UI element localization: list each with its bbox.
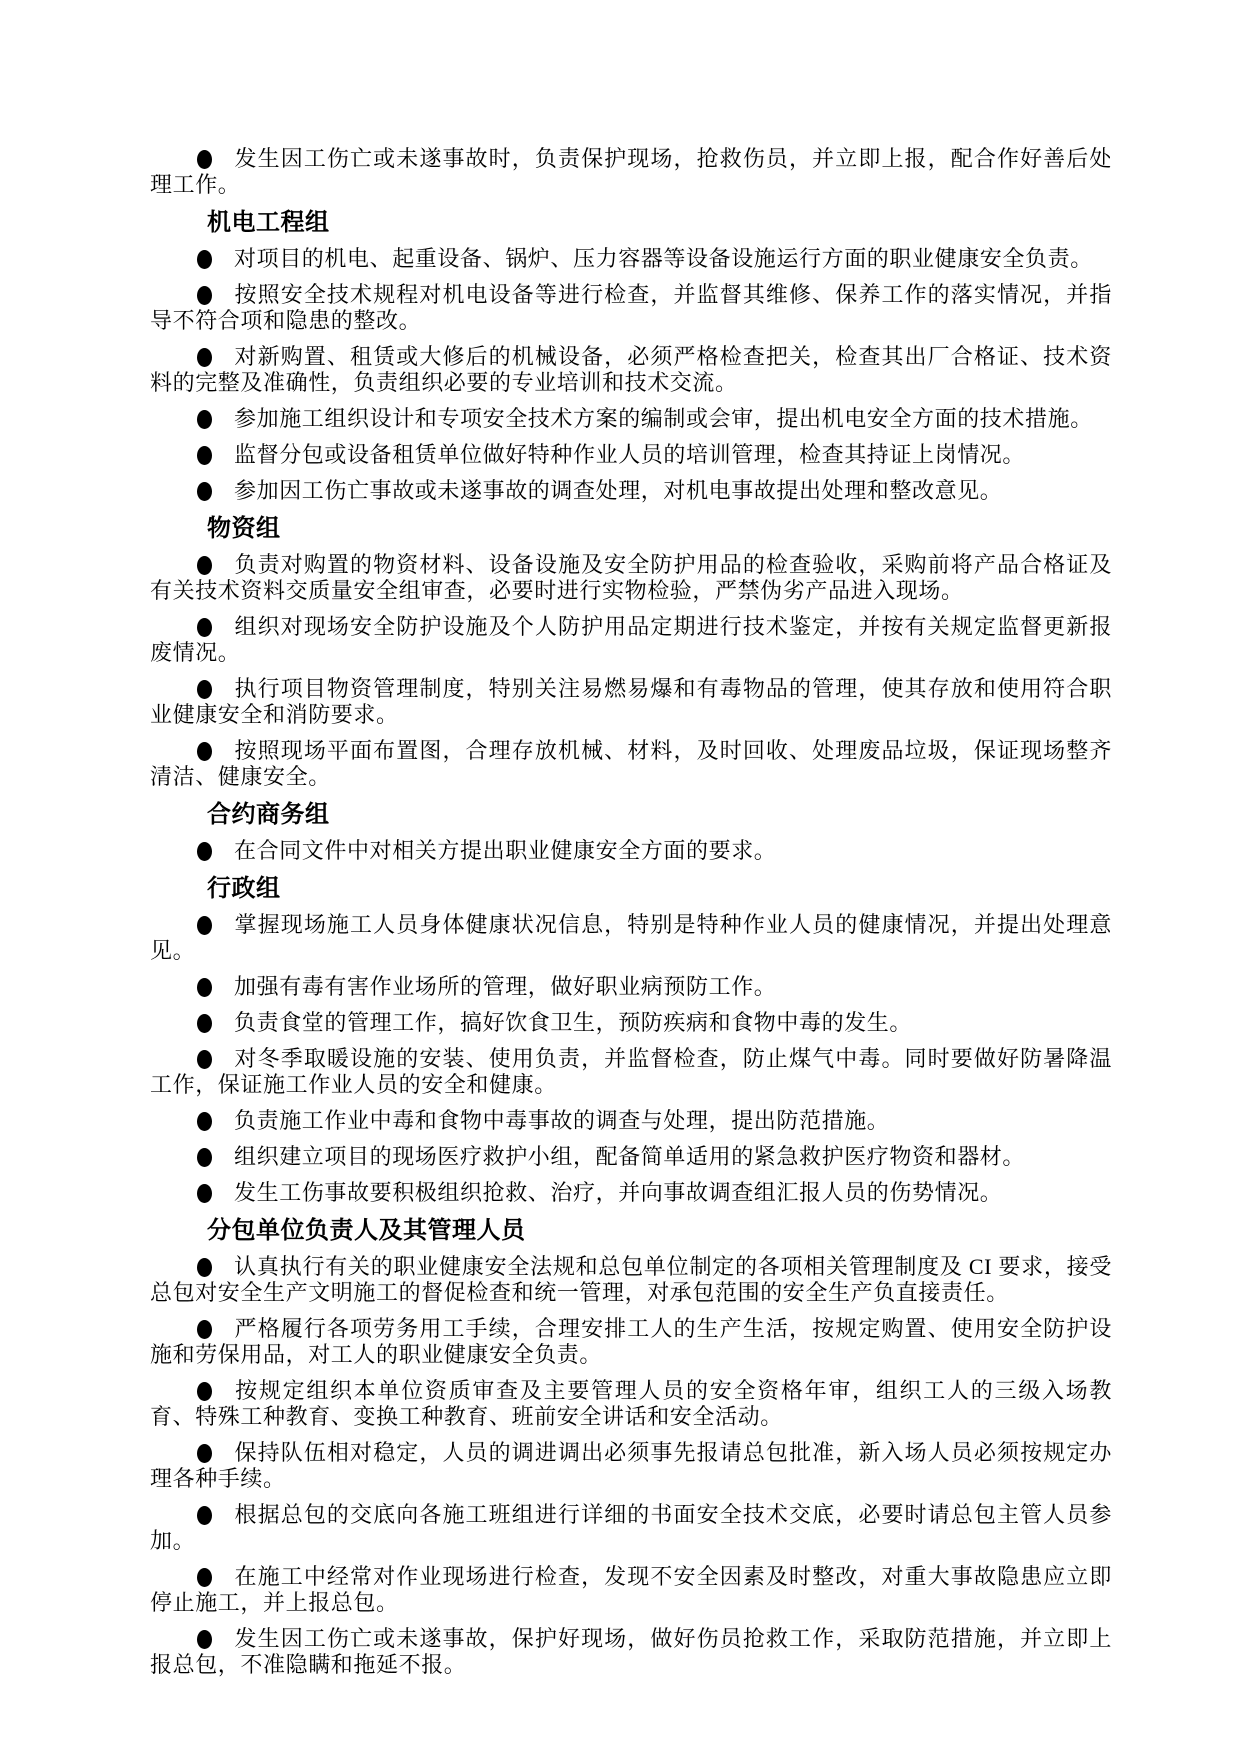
document-content [150, 146, 1112, 1688]
bullet-icon [197, 1506, 212, 1525]
bullet-item-text: 发生因工伤亡或未遂事故时，负责保护现场，抢救伤员，并立即上报，配合作好善后处理工作。 [150, 146, 1112, 197]
bullet-paragraph [150, 912, 1112, 964]
section-heading-2: 物资组 [207, 515, 281, 542]
section-heading-5: 分包单位负责人及其管理人员 [207, 1217, 526, 1244]
bullet-item-text: 负责食堂的管理工作，搞好饮食卫生，预防疾病和食物中毒的发生。 [234, 1010, 913, 1035]
bullet-item-text: 对新购置、租赁或大修后的机械设备，必须严格检查把关，检查其出厂合格证、技术资料的完整及准确性，负责组织必要的专业培训和技术交流。 [150, 344, 1112, 395]
bullet-icon [197, 1050, 212, 1069]
bullet-paragraph [150, 1378, 1112, 1430]
bullet-icon [197, 250, 212, 269]
bullet-paragraph [150, 1626, 1112, 1678]
bullet-icon [197, 742, 212, 761]
bullet-paragraph [150, 1502, 1112, 1554]
bullet-icon [197, 1320, 212, 1339]
bullet-paragraph [150, 1010, 1112, 1036]
bullet-paragraph [150, 146, 1112, 198]
bullet-item-text: 根据总包的交底向各施工班组进行详细的书面安全技术交底，必要时请总包主管人员参加。 [150, 1502, 1112, 1553]
bullet-paragraph [150, 614, 1112, 666]
bullet-icon [197, 1568, 212, 1587]
bullet-icon [197, 618, 212, 637]
bullet-icon [197, 978, 212, 997]
bullet-icon [197, 1444, 212, 1463]
bullet-icon [197, 1382, 212, 1401]
bullet-item-text: 认真执行有关的职业健康安全法规和总包单位制定的各项相关管理制度及 CI 要求，接受总包对安全生产文明施工的督促检查和统一管理，对承包范围的安全生产负直接责任。 [150, 1254, 1112, 1305]
section-heading-1: 机电工程组 [207, 209, 330, 236]
bullet-item-text: 执行项目物资管理制度，特别关注易燃易爆和有毒物品的管理，使其存放和使用符合职业健康安全和消防要求。 [150, 676, 1112, 727]
bullet-item-text: 发生因工伤亡或未遂事故，保护好现场，做好伤员抢救工作，采取防范措施，并立即上报总包，不准隐瞒和拖延不报。 [150, 1626, 1112, 1677]
section-heading-3: 合约商务组 [207, 801, 330, 828]
bullet-icon [197, 150, 212, 169]
bullet-icon [197, 1258, 212, 1277]
bullet-paragraph [150, 1108, 1112, 1134]
bullet-item-text: 严格履行各项劳务用工手续，合理安排工人的生产生活，按规定购置、使用安全防护设施和劳保用品，对工人的职业健康安全负责。 [150, 1316, 1112, 1367]
bullet-item-text: 掌握现场施工人员身体健康状况信息，特别是特种作业人员的健康情况，并提出处理意见。 [150, 912, 1112, 963]
bullet-paragraph [150, 1180, 1112, 1206]
bullet-paragraph [150, 478, 1112, 504]
bullet-icon [197, 916, 212, 935]
bullet-icon [197, 842, 212, 861]
bullet-item-text: 加强有毒有害作业场所的管理，做好职业病预防工作。 [234, 974, 777, 999]
bullet-paragraph [150, 1144, 1112, 1170]
bullet-item-text: 按照安全技术规程对机电设备等进行检查，并监督其维修、保养工作的落实情况，并指导不符合项和隐患的整改。 [150, 282, 1112, 333]
bullet-paragraph [150, 442, 1112, 468]
bullet-icon [197, 410, 212, 429]
bullet-icon [197, 556, 212, 575]
bullet-paragraph [150, 246, 1112, 272]
section-heading-4: 行政组 [207, 875, 281, 902]
bullet-paragraph [150, 1564, 1112, 1616]
bullet-icon [197, 680, 212, 699]
bullet-icon [197, 1630, 212, 1649]
bullet-item-text: 参加施工组织设计和专项安全技术方案的编制或会审，提出机电安全方面的技术措施。 [234, 406, 1093, 431]
bullet-paragraph [150, 1254, 1112, 1306]
bullet-paragraph [150, 282, 1112, 334]
bullet-paragraph [150, 344, 1112, 396]
bullet-item-text: 负责施工作业中毒和食物中毒事故的调查与处理，提出防范措施。 [234, 1108, 890, 1133]
bullet-item-text: 保持队伍相对稳定，人员的调进调出必须事先报请总包批准，新入场人员必须按规定办理各种手续。 [150, 1440, 1112, 1491]
bullet-item-text: 负责对购置的物资材料、设备设施及安全防护用品的检查验收，采购前将产品合格证及有关技术资料交质量安全组审查，必要时进行实物检验，严禁伪劣产品进入现场。 [150, 552, 1112, 603]
bullet-item-text: 监督分包或设备租赁单位做好特种作业人员的培训管理，检查其持证上岗情况。 [234, 442, 1026, 467]
bullet-paragraph [150, 406, 1112, 432]
bullet-item-text: 发生工伤事故要积极组织抢救、治疗，并向事故调查组汇报人员的伤势情况。 [234, 1180, 1003, 1205]
bullet-paragraph [150, 738, 1112, 790]
bullet-icon [197, 446, 212, 465]
bullet-icon [197, 1148, 212, 1167]
bullet-icon [197, 286, 212, 305]
bullet-item-text: 参加因工伤亡事故或未遂事故的调查处理，对机电事故提出处理和整改意见。 [234, 478, 1003, 503]
bullet-item-text: 按规定组织本单位资质审查及主要管理人员的安全资格年审，组织工人的三级入场教育、特殊工种教育、变换工种教育、班前安全讲话和安全活动。 [150, 1378, 1112, 1429]
bullet-paragraph [150, 552, 1112, 604]
bullet-paragraph [150, 1046, 1112, 1098]
bullet-item-text: 在合同文件中对相关方提出职业健康安全方面的要求。 [234, 838, 777, 863]
bullet-paragraph [150, 974, 1112, 1000]
bullet-item-text: 对项目的机电、起重设备、锅炉、压力容器等设备设施运行方面的职业健康安全负责。 [234, 246, 1093, 271]
bullet-icon [197, 1184, 212, 1203]
bullet-item-text: 组织对现场安全防护设施及个人防护用品定期进行技术鉴定，并按有关规定监督更新报废情况。 [150, 614, 1112, 665]
bullet-item-text: 组织建立项目的现场医疗救护小组，配备简单适用的紧急救护医疗物资和器材。 [234, 1144, 1026, 1169]
bullet-paragraph [150, 838, 1112, 864]
bullet-paragraph [150, 676, 1112, 728]
bullet-icon [197, 1112, 212, 1131]
bullet-icon [197, 1014, 212, 1033]
bullet-paragraph [150, 1440, 1112, 1492]
bullet-icon [197, 482, 212, 501]
bullet-item-text: 对冬季取暖设施的安装、使用负责，并监督检查，防止煤气中毒。同时要做好防暑降温工作，保证施工作业人员的安全和健康。 [150, 1046, 1112, 1097]
bullet-paragraph [150, 1316, 1112, 1368]
bullet-icon [197, 348, 212, 367]
bullet-item-text: 在施工中经常对作业现场进行检查，发现不安全因素及时整改，对重大事故隐患应立即停止施工，并上报总包。 [150, 1564, 1112, 1615]
bullet-item-text: 按照现场平面布置图，合理存放机械、材料，及时回收、处理废品垃圾，保证现场整齐清洁、健康安全。 [150, 738, 1112, 789]
